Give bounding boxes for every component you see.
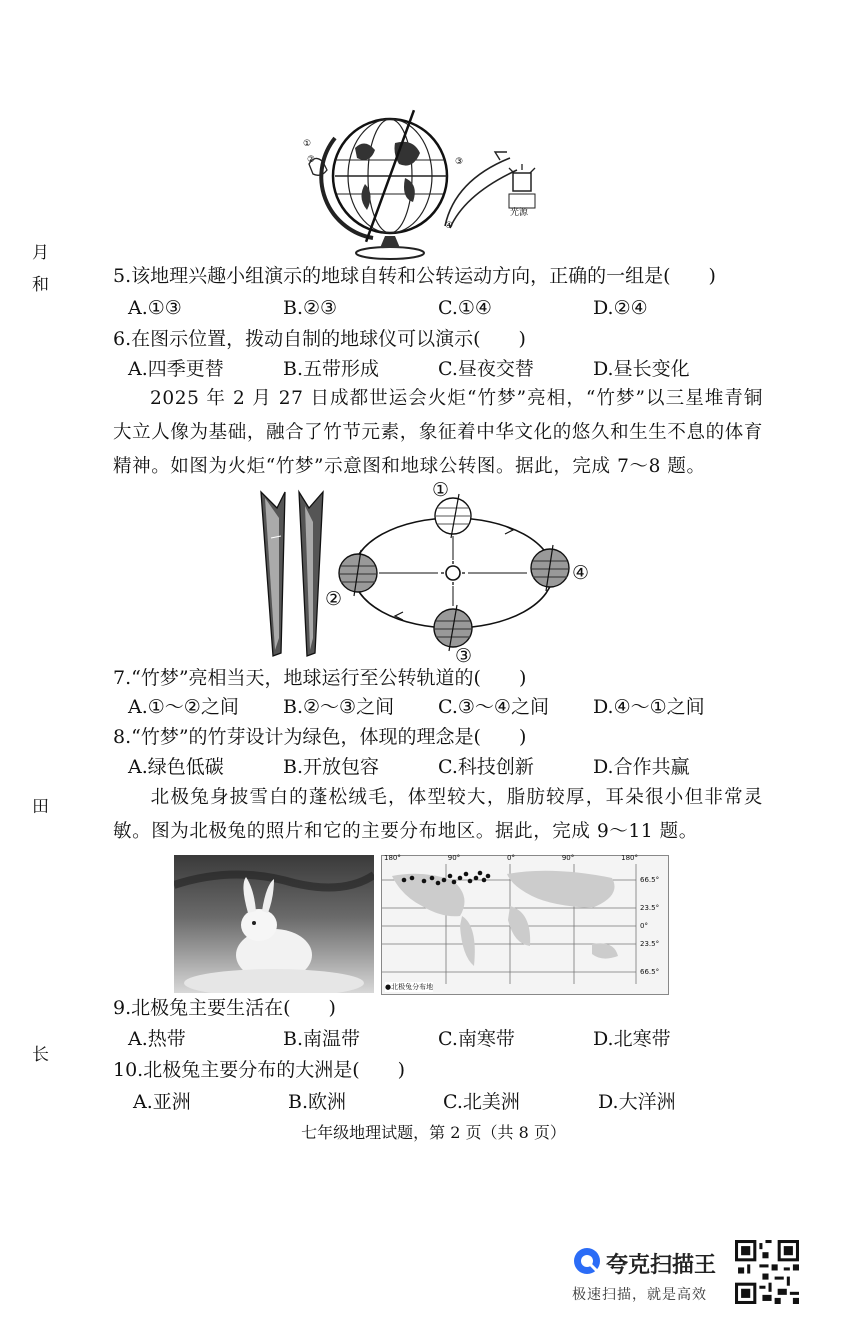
svg-text:③: ③	[455, 157, 464, 167]
torch-orbit-figure	[255, 478, 605, 668]
arctic-hare-illustration	[174, 855, 374, 993]
arctic-hare-photo	[174, 855, 374, 993]
orbit-label-2: ②	[325, 588, 343, 610]
option-a: A.①～②之间	[128, 696, 239, 718]
lon-label: 90°	[561, 854, 575, 862]
lon-label: 0°	[507, 854, 515, 862]
option-a: A.亚洲	[133, 1091, 191, 1113]
margin-char: ⽥	[32, 797, 49, 817]
passage-torch	[113, 382, 763, 484]
lat-label: 66.5°	[640, 876, 660, 884]
option-c: C.昼夜交替	[438, 358, 534, 380]
light-source-label: 光源	[510, 208, 529, 218]
margin-char: 长	[32, 1045, 49, 1065]
svg-text:④: ④	[445, 221, 454, 231]
page-footer: 七年级地理试题，第 2 页（共 8 页）	[301, 1123, 566, 1142]
option-d: D.北寒带	[593, 1028, 671, 1050]
option-a: A.①③	[128, 297, 182, 319]
world-map-grid	[382, 856, 668, 994]
passage-torch-text: 2025 年 2 月 27 日成都世运会火炬“竹梦”亮相，“竹梦”以三星堆青铜大立人像为基础，融合了竹节元素，象征着中华文化的悠久和生生不息的体育精神。如图为火炬“竹梦”示意图和地球公转图。据此，完成 7～8 题。	[113, 388, 763, 477]
option-b: B.开放包容	[283, 756, 380, 778]
question-9-stem: 9.北极兔主要生活在( )	[113, 997, 336, 1019]
lat-label: 66.5°	[640, 968, 660, 976]
option-a: A.绿色低碳	[128, 756, 224, 778]
question-8-stem: 8.“竹梦”的竹芽设计为绿色，体现的理念是( )	[113, 726, 527, 748]
passage-arctic-hare-text: 北极兔身披雪白的蓬松绒毛，体型较大，脂肪较厚，耳朵很小但非常灵敏。图为北极兔的照片和它的主要分布地区。据此，完成 9～11 题。	[113, 787, 763, 842]
question-7-options	[128, 695, 748, 719]
option-d: D.大洋洲	[598, 1091, 676, 1113]
option-c: C.南寒带	[438, 1028, 515, 1050]
qr-code-icon	[735, 1240, 799, 1304]
question-5-stem: 5.该地理兴趣小组演示的地球自转和公转运动方向，正确的一组是( )	[113, 265, 716, 287]
lon-label: 180°	[621, 854, 638, 862]
option-d: D.④～①之间	[593, 696, 705, 718]
question-6-options	[128, 357, 748, 381]
quark-logo-icon	[572, 1246, 602, 1276]
option-d: D.昼长变化	[593, 358, 690, 380]
option-a: A.热带	[128, 1028, 186, 1050]
option-c: C.③～④之间	[438, 696, 549, 718]
option-d: D.合作共赢	[593, 756, 690, 778]
question-7-stem: 7.“竹梦”亮相当天，地球运行至公转轨道的( )	[113, 667, 527, 689]
lat-label: 23.5°	[640, 940, 660, 948]
question-9-options	[128, 1027, 748, 1051]
question-5-options	[128, 296, 748, 320]
question-10-stem: 10.北极兔主要分布的大洲是( )	[113, 1059, 406, 1081]
orbit-label-4: ④	[572, 562, 590, 584]
option-d: D.②④	[593, 297, 648, 319]
option-c: C.北美洲	[443, 1091, 520, 1113]
lat-label: 0°	[640, 922, 648, 930]
question-10-options	[133, 1090, 753, 1114]
margin-char: 和	[32, 275, 49, 295]
distribution-map	[381, 855, 669, 995]
option-c: C.①④	[438, 297, 492, 319]
passage-arctic-hare	[113, 781, 763, 849]
globe-figure	[295, 98, 545, 260]
orbit-label-1: ①	[432, 479, 450, 501]
option-a: A.四季更替	[128, 358, 224, 380]
margin-char: 月	[32, 243, 49, 263]
lon-label: 90°	[447, 854, 461, 862]
lon-label: 180°	[384, 854, 401, 862]
svg-text:①: ①	[303, 139, 312, 149]
option-c: C.科技创新	[438, 756, 534, 778]
brand-title: 夸克扫描王	[606, 1253, 717, 1278]
option-b: B.②③	[283, 297, 338, 319]
option-b: B.五带形成	[283, 358, 380, 380]
orbit-label-3: ③	[455, 645, 473, 667]
question-8-options	[128, 755, 748, 779]
longitude-labels	[384, 854, 638, 862]
question-6-stem: 6.在图示位置，拨动自制的地球仪可以演示( )	[113, 328, 526, 350]
map-legend: ●北极兔分布地	[385, 983, 434, 991]
brand-subtitle: 极速扫描，就是高效	[572, 1287, 707, 1303]
option-b: B.②～③之间	[283, 696, 395, 718]
svg-text:②: ②	[307, 155, 316, 165]
option-b: B.欧洲	[288, 1091, 347, 1113]
lat-label: 23.5°	[640, 904, 660, 912]
option-b: B.南温带	[283, 1028, 361, 1050]
